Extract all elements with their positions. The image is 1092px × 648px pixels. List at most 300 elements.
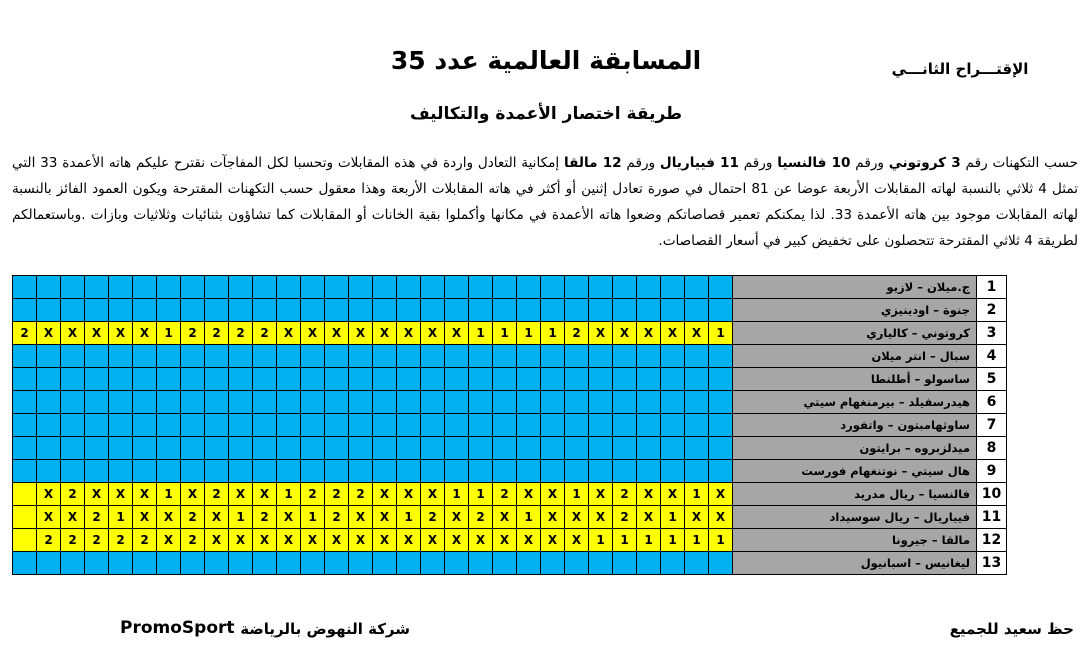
- pick-cell: [709, 437, 733, 460]
- pick-cell: [109, 345, 133, 368]
- pick-cell: [349, 414, 373, 437]
- pick-cell: [181, 552, 205, 575]
- pick-cell: X: [37, 483, 61, 506]
- pick-cell: [613, 391, 637, 414]
- footer-brand: PromoSport: [120, 618, 235, 638]
- match-name-cell: ليغانيس – اسبانيول: [733, 552, 977, 575]
- pick-cell: [445, 460, 469, 483]
- pick-cell: [157, 437, 181, 460]
- pick-cell: X: [277, 506, 301, 529]
- pick-cell: 2: [565, 322, 589, 345]
- pick-cell: [565, 460, 589, 483]
- pick-cell: [637, 391, 661, 414]
- pick-cell: X: [229, 483, 253, 506]
- pick-cell: [445, 345, 469, 368]
- row-number-cell: 1: [977, 276, 1007, 299]
- pick-cell: 2: [253, 506, 277, 529]
- match-name-cell: ساوثهامبتون – واتفورد: [733, 414, 977, 437]
- match-name-cell: جنوة – اودينيزي: [733, 299, 977, 322]
- pick-cell: [589, 391, 613, 414]
- pick-cell: [709, 391, 733, 414]
- pick-cell: X: [349, 506, 373, 529]
- pick-cell: [349, 345, 373, 368]
- page-title: المسابقة العالمية عدد 35: [390, 46, 702, 75]
- pick-cell: [109, 276, 133, 299]
- pick-cell: [37, 368, 61, 391]
- pick-cell: [133, 391, 157, 414]
- pick-cell: [493, 276, 517, 299]
- pick-cell: 1: [565, 483, 589, 506]
- pick-cell: [13, 437, 37, 460]
- pick-cell: [349, 460, 373, 483]
- row-number-cell: 3: [977, 322, 1007, 345]
- pick-cell: X: [61, 322, 85, 345]
- pick-cell: [373, 437, 397, 460]
- match-name-cell: ج.ميلان – لازيو: [733, 276, 977, 299]
- pick-cell: [517, 437, 541, 460]
- pick-cell: [517, 299, 541, 322]
- pick-cell: [589, 414, 613, 437]
- pick-cell: [157, 345, 181, 368]
- match-name-cell: ساسولو – أطلنطا: [733, 368, 977, 391]
- pick-cell: [301, 391, 325, 414]
- pick-cell: [181, 299, 205, 322]
- pick-cell: X: [541, 529, 565, 552]
- pick-cell: [589, 345, 613, 368]
- pick-cell: [373, 345, 397, 368]
- pick-cell: [301, 276, 325, 299]
- pick-cell: X: [445, 529, 469, 552]
- pick-cell: [661, 391, 685, 414]
- pick-cell: X: [133, 322, 157, 345]
- pick-cell: [685, 437, 709, 460]
- pick-cell: [661, 552, 685, 575]
- pick-cell: [109, 552, 133, 575]
- pick-cell: [493, 391, 517, 414]
- pick-cell: X: [445, 322, 469, 345]
- pick-cell: [325, 460, 349, 483]
- pick-cell: X: [421, 529, 445, 552]
- pick-cell: [469, 391, 493, 414]
- pick-cell: [493, 414, 517, 437]
- pick-cell: [589, 552, 613, 575]
- pick-cell: [61, 437, 85, 460]
- intro-text: إمكانية التعادل واردة في هذه المقابلات وتحسبا لكل المفاجآت نقترح عليكم هاته الأعمدة 33 التي تمثل 4 ثلاثي بالنسبة لهاته المقابلات الأربعة عوضا عن 81 احتمال في صورة تعادل إثنين أو أكثر في هاته المقابلات الأربعة وهذا معقول حسب التكهنات المقترحة ويكون العمود الفائز بالنسبة لهاته المقابلات موجود بين هاته الأعمدة 33. لذا يمكنكم تعمير قصاصاتكم وضعوا هاته الأعمدة في مكانها وأكملوا بقية الخانات أو المقابلات كما تشاؤون بثنائيات وثلاثيات وبازات .وباستعمالكم لطريقة 4 ثلاثي المقترحة تتحصلون على تخفيض كبير في أسعار القصاصات.: [12, 155, 1078, 249]
- pick-cell: 2: [133, 529, 157, 552]
- pick-cell: [277, 391, 301, 414]
- pick-cell: [541, 414, 565, 437]
- pick-cell: [205, 276, 229, 299]
- pick-cell: X: [589, 483, 613, 506]
- pick-cell: 2: [181, 506, 205, 529]
- pick-cell: 2: [229, 322, 253, 345]
- pick-cell: [13, 391, 37, 414]
- row-number-cell: 9: [977, 460, 1007, 483]
- pick-cell: [253, 276, 277, 299]
- pick-cell: [373, 552, 397, 575]
- pick-cell: X: [469, 529, 493, 552]
- grid-row: [13, 345, 1007, 368]
- pick-cell: [661, 345, 685, 368]
- pick-cell: [565, 345, 589, 368]
- pick-cell: [133, 414, 157, 437]
- pick-cell: [85, 368, 109, 391]
- pick-cell: 1: [397, 506, 421, 529]
- pick-cell: [421, 414, 445, 437]
- pick-cell: 1: [589, 529, 613, 552]
- pick-cell: [157, 368, 181, 391]
- pick-cell: [61, 460, 85, 483]
- pick-cell: 1: [685, 483, 709, 506]
- pick-cell: [661, 299, 685, 322]
- pick-cell: 2: [85, 506, 109, 529]
- pick-cell: X: [373, 322, 397, 345]
- pick-cell: X: [85, 322, 109, 345]
- pick-cell: 1: [469, 322, 493, 345]
- pick-cell: [397, 414, 421, 437]
- pick-cell: [349, 552, 373, 575]
- pick-cell: [517, 345, 541, 368]
- pick-cell: [85, 299, 109, 322]
- pick-cell: [613, 437, 637, 460]
- pick-cell: [229, 437, 253, 460]
- pick-cell: X: [301, 529, 325, 552]
- pick-cell: [589, 276, 613, 299]
- pick-cell: [181, 437, 205, 460]
- pick-cell: [613, 414, 637, 437]
- grid-row: [13, 368, 1007, 391]
- pick-cell: X: [565, 529, 589, 552]
- pick-cell: [181, 276, 205, 299]
- pick-cell: 2: [13, 322, 37, 345]
- pick-cell: [637, 460, 661, 483]
- pick-cell: [421, 299, 445, 322]
- pick-cell: [397, 345, 421, 368]
- pick-cell: [517, 391, 541, 414]
- proposal-label: الإقتـــراح الثانـــي: [891, 60, 1029, 78]
- pick-cell: [373, 276, 397, 299]
- pick-cell: X: [301, 322, 325, 345]
- pick-cell: 1: [517, 322, 541, 345]
- grid-row: [13, 483, 1007, 506]
- pick-cell: [541, 345, 565, 368]
- grid-row: [13, 437, 1007, 460]
- pick-cell: [325, 414, 349, 437]
- row-number-cell: 4: [977, 345, 1007, 368]
- pick-cell: [109, 437, 133, 460]
- pick-cell: [685, 276, 709, 299]
- pick-cell: [301, 552, 325, 575]
- pick-cell: [109, 391, 133, 414]
- grid-row: [13, 414, 1007, 437]
- pick-cell: [181, 345, 205, 368]
- pick-cell: [301, 345, 325, 368]
- pick-cell: X: [373, 506, 397, 529]
- pick-cell: [205, 299, 229, 322]
- pick-cell: [37, 276, 61, 299]
- intro-text: حسب التكهنات رقم: [960, 155, 1078, 171]
- pick-cell: [85, 276, 109, 299]
- pick-cell: X: [661, 322, 685, 345]
- pick-cell: X: [589, 506, 613, 529]
- pick-cell: [685, 299, 709, 322]
- pick-cell: [637, 437, 661, 460]
- pick-cell: 1: [517, 506, 541, 529]
- pick-cell: [37, 552, 61, 575]
- pick-cell: [397, 299, 421, 322]
- pick-cell: [589, 299, 613, 322]
- pick-cell: 2: [61, 483, 85, 506]
- pick-cell: [37, 345, 61, 368]
- pick-cell: [13, 552, 37, 575]
- match-name-cell: ميدلزبروه – برايتون: [733, 437, 977, 460]
- grid-row: [13, 460, 1007, 483]
- pick-cell: [637, 299, 661, 322]
- pick-cell: [397, 391, 421, 414]
- pick-cell: [493, 552, 517, 575]
- pick-cell: [469, 299, 493, 322]
- pick-cell: [157, 276, 181, 299]
- pick-cell: [445, 437, 469, 460]
- pick-cell: [61, 552, 85, 575]
- pick-cell: [373, 299, 397, 322]
- pick-cell: [133, 276, 157, 299]
- pick-cell: [13, 276, 37, 299]
- pick-cell: X: [253, 483, 277, 506]
- pick-cell: [109, 368, 133, 391]
- pick-cell: [685, 460, 709, 483]
- pick-cell: [253, 299, 277, 322]
- pick-cell: [613, 552, 637, 575]
- row-number-cell: 11: [977, 506, 1007, 529]
- pick-cell: [421, 368, 445, 391]
- row-number-cell: 10: [977, 483, 1007, 506]
- pick-cell: [613, 299, 637, 322]
- pick-cell: X: [421, 322, 445, 345]
- pick-cell: [613, 276, 637, 299]
- grid-row: [13, 391, 1007, 414]
- row-number-cell: 13: [977, 552, 1007, 575]
- pick-cell: X: [685, 322, 709, 345]
- pick-cell: X: [325, 322, 349, 345]
- pick-cell: [541, 552, 565, 575]
- pick-cell: [565, 437, 589, 460]
- pick-cell: 1: [661, 529, 685, 552]
- pick-cell: [277, 368, 301, 391]
- pick-cell: [469, 460, 493, 483]
- pick-cell: 1: [661, 506, 685, 529]
- pick-cell: [133, 552, 157, 575]
- grid-row: [13, 322, 1007, 345]
- footer-wish: حظ سعيد للجميع: [949, 620, 1074, 638]
- pick-cell: [181, 414, 205, 437]
- pick-cell: [205, 552, 229, 575]
- pick-cell: [493, 460, 517, 483]
- pick-cell: [541, 276, 565, 299]
- pick-cell: [517, 552, 541, 575]
- pick-cell: 2: [301, 483, 325, 506]
- pick-cell: 2: [613, 483, 637, 506]
- pick-cell: [421, 345, 445, 368]
- pick-cell: [205, 460, 229, 483]
- pick-cell: 1: [277, 483, 301, 506]
- pick-cell: X: [157, 506, 181, 529]
- pick-cell: [493, 368, 517, 391]
- pick-cell: [253, 437, 277, 460]
- pick-cell: [181, 391, 205, 414]
- pick-cell: [85, 345, 109, 368]
- pick-cell: X: [181, 483, 205, 506]
- pick-cell: X: [397, 322, 421, 345]
- pick-cell: [13, 368, 37, 391]
- pick-cell: [253, 345, 277, 368]
- pick-cell: X: [661, 483, 685, 506]
- picks-grid: [12, 275, 1007, 575]
- pick-cell: X: [565, 506, 589, 529]
- pick-cell: [685, 345, 709, 368]
- pick-cell: 1: [685, 529, 709, 552]
- pick-cell: [445, 391, 469, 414]
- pick-cell: [469, 437, 493, 460]
- pick-cell: [517, 414, 541, 437]
- pick-cell: [61, 345, 85, 368]
- pick-cell: [589, 460, 613, 483]
- pick-cell: [373, 368, 397, 391]
- pick-cell: [637, 552, 661, 575]
- pick-cell: [325, 276, 349, 299]
- pick-cell: X: [277, 322, 301, 345]
- pick-cell: [85, 460, 109, 483]
- pick-cell: [301, 299, 325, 322]
- pick-cell: X: [373, 483, 397, 506]
- pick-cell: [469, 552, 493, 575]
- pick-cell: [445, 276, 469, 299]
- pick-cell: [229, 276, 253, 299]
- pick-cell: [709, 414, 733, 437]
- pick-cell: [133, 368, 157, 391]
- pick-cell: 2: [205, 483, 229, 506]
- pick-cell: X: [61, 506, 85, 529]
- pick-cell: [85, 437, 109, 460]
- intro-text: ورقم: [621, 155, 660, 171]
- pick-cell: [37, 414, 61, 437]
- pick-cell: [229, 391, 253, 414]
- pick-cell: [61, 391, 85, 414]
- pick-cell: 1: [709, 322, 733, 345]
- pick-cell: [685, 414, 709, 437]
- intro-bold-valencia: 10 فالنسيا: [777, 155, 851, 171]
- pick-cell: X: [277, 529, 301, 552]
- pick-cell: 1: [469, 483, 493, 506]
- pick-cell: X: [637, 483, 661, 506]
- pick-cell: [277, 552, 301, 575]
- pick-cell: X: [325, 529, 349, 552]
- pick-cell: [205, 391, 229, 414]
- pick-cell: 1: [157, 322, 181, 345]
- pick-cell: [445, 299, 469, 322]
- pick-cell: [157, 414, 181, 437]
- pick-cell: X: [397, 483, 421, 506]
- pick-cell: [565, 368, 589, 391]
- pick-cell: [661, 460, 685, 483]
- pick-cell: X: [109, 483, 133, 506]
- pick-cell: [349, 276, 373, 299]
- pick-cell: [205, 345, 229, 368]
- pick-cell: [277, 437, 301, 460]
- pick-cell: [61, 368, 85, 391]
- pick-cell: [277, 414, 301, 437]
- pick-cell: [85, 391, 109, 414]
- pick-cell: 2: [421, 506, 445, 529]
- pick-cell: [349, 437, 373, 460]
- pick-cell: [685, 368, 709, 391]
- pick-cell: [325, 552, 349, 575]
- pick-cell: [109, 460, 133, 483]
- pick-cell: [493, 299, 517, 322]
- match-name-cell: هال سيتي – نوتنغهام فورست: [733, 460, 977, 483]
- pick-cell: [325, 368, 349, 391]
- row-number-cell: 5: [977, 368, 1007, 391]
- pick-cell: [469, 414, 493, 437]
- pick-cell: X: [637, 322, 661, 345]
- pick-cell: [421, 437, 445, 460]
- pick-cell: 2: [349, 483, 373, 506]
- pick-cell: [277, 345, 301, 368]
- pick-cell: [13, 506, 37, 529]
- pick-cell: [397, 276, 421, 299]
- pick-cell: X: [349, 529, 373, 552]
- pick-cell: [373, 460, 397, 483]
- pick-cell: X: [493, 506, 517, 529]
- pick-cell: [541, 299, 565, 322]
- pick-cell: [325, 391, 349, 414]
- pick-cell: [133, 437, 157, 460]
- pick-cell: [493, 437, 517, 460]
- pick-cell: [685, 552, 709, 575]
- pick-cell: [709, 345, 733, 368]
- grid-row: [13, 276, 1007, 299]
- pick-cell: [37, 391, 61, 414]
- pick-cell: [613, 345, 637, 368]
- pick-cell: [253, 552, 277, 575]
- match-name-cell: كروتوني – كالياري: [733, 322, 977, 345]
- pick-cell: [157, 552, 181, 575]
- pick-cell: [301, 368, 325, 391]
- pick-cell: X: [541, 483, 565, 506]
- pick-cell: 1: [229, 506, 253, 529]
- pick-cell: [349, 391, 373, 414]
- pick-cell: X: [397, 529, 421, 552]
- pick-cell: [13, 483, 37, 506]
- intro-paragraph: [12, 150, 1078, 254]
- intro-text: ورقم: [738, 155, 778, 171]
- pick-cell: [565, 299, 589, 322]
- pick-cell: 2: [181, 529, 205, 552]
- pick-cell: [157, 299, 181, 322]
- pick-cell: [13, 345, 37, 368]
- pick-cell: [541, 460, 565, 483]
- pick-cell: [445, 368, 469, 391]
- pick-cell: [541, 368, 565, 391]
- pick-cell: X: [85, 483, 109, 506]
- pick-cell: [637, 345, 661, 368]
- pick-cell: [421, 276, 445, 299]
- pick-cell: [349, 368, 373, 391]
- pick-cell: 1: [613, 529, 637, 552]
- intro-bold-malaga: 12 مالقا: [563, 155, 622, 171]
- pick-cell: 1: [637, 529, 661, 552]
- pick-cell: [709, 276, 733, 299]
